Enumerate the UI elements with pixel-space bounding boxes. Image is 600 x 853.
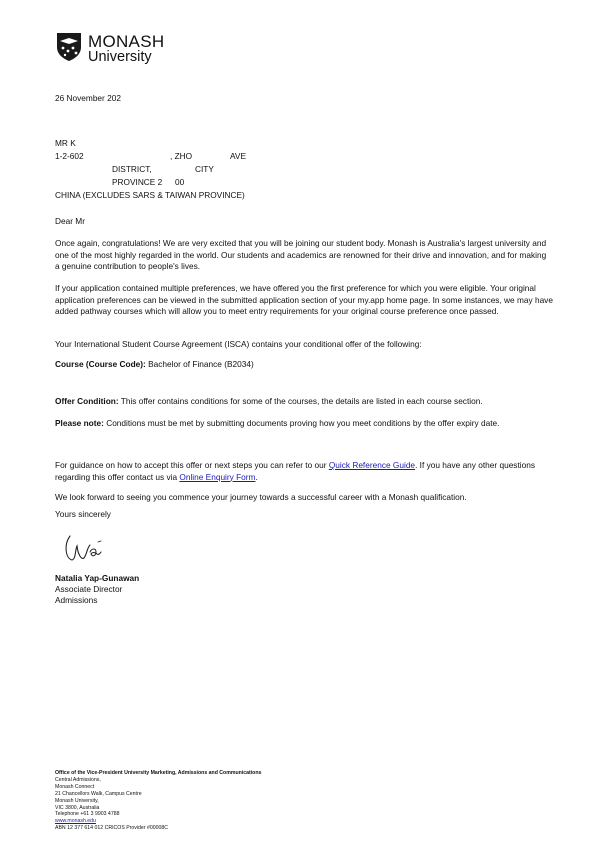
online-enquiry-form-link[interactable]: Online Enquiry Form xyxy=(179,471,256,482)
salutation: Dear Mr xyxy=(55,216,85,226)
footer-line: Monash Connect xyxy=(55,783,95,790)
offer-condition xyxy=(55,396,565,408)
address-line-2c: AVE xyxy=(230,151,246,161)
address-line-2a: 1-2-602 xyxy=(55,151,84,161)
monash-crest-icon xyxy=(56,32,82,62)
paragraph-guidance xyxy=(55,460,560,483)
footer-line: 21 Chancellors Walk, Campus Centre xyxy=(55,790,142,797)
signature-image xyxy=(60,528,110,566)
logo-name: MONASH xyxy=(88,32,165,51)
address-line-3b: CITY xyxy=(195,164,214,174)
offer-condition-text: This offer contains conditions for some of the courses, the details are listed in each course section. xyxy=(120,396,483,406)
closing: Yours sincerely xyxy=(55,509,111,519)
address-line-2b: , ZHO xyxy=(170,151,193,161)
address-line-4a: PROVINCE 2 xyxy=(112,177,163,187)
footer-line: Central Admissions, xyxy=(55,776,101,783)
guidance-text-c: . xyxy=(255,471,258,482)
footer-line: ABN 12 377 614 012 CRICOS Provider #00008C xyxy=(55,825,169,832)
footer-address xyxy=(55,770,261,832)
offer-condition-label: Offer Condition: xyxy=(55,396,119,406)
signatory-name: Natalia Yap-Gunawan xyxy=(55,573,140,583)
paragraph-isca: Your International Student Course Agreement (ISCA) contains your conditional offer of the following: xyxy=(55,339,422,349)
please-note-label: Please note: xyxy=(55,418,104,428)
footer-line: Office of the Vice-President University Marketing, Admissions and Communications xyxy=(55,770,262,776)
course-label: Course (Course Code): xyxy=(55,359,146,369)
footer-line: Telephone +61 3 9903 4788 xyxy=(55,811,120,818)
please-note xyxy=(55,418,550,430)
footer-website-link[interactable]: www.monash.edu xyxy=(55,818,96,825)
address-line-3a: DISTRICT, xyxy=(112,164,152,174)
please-note-text: Conditions must be met by submitting documents proving how you meet conditions by the offer expiry date. xyxy=(106,418,500,428)
logo-sub: University xyxy=(88,49,152,65)
address-line-4b: 00 xyxy=(175,177,185,187)
guidance-text-a: For guidance on how to accept this offer or next steps you can refer to our xyxy=(55,460,327,470)
footer-line: Monash University, xyxy=(55,797,99,804)
address-line-5: CHINA (EXCLUDES SARS & TAIWAN PROVINCE) xyxy=(55,190,245,200)
monash-logo xyxy=(56,32,196,72)
quick-reference-guide-link[interactable]: Quick Reference Guide xyxy=(328,460,416,470)
address-line-1: MR K xyxy=(55,138,76,148)
signatory-title: Associate Director xyxy=(55,584,123,594)
letter-date: 26 November 202 xyxy=(55,93,121,103)
course-value: Bachelor of Finance (B2034) xyxy=(148,359,254,369)
course-line xyxy=(55,359,254,371)
signatory-dept: Admissions xyxy=(55,595,98,605)
footer-line: VIC 3800, Australia xyxy=(55,804,100,811)
paragraph-preferences: If your application contained multiple preferences, we have offered you the first preference for which you were eligible. Your original application preferences can be viewed in the submitted application section of your my.app home page. In some instances, we may have added pathway courses which will allow you to meet entry requirements for your original course preference once passed. xyxy=(55,283,553,316)
paragraph-look-forward: We look forward to seeing you commence your journey towards a successful career with a Monash qualification. xyxy=(55,492,467,502)
paragraph-intro: Once again, congratulations! We are very excited that you will be joining our student body. Monash is Australia's largest university and one of the most highly regarded in the world. Our students and academics are renowned for their drive and innovation, and for making a genuine contribution to people's lives. xyxy=(55,238,547,271)
guidance-text-b: . If you have any other questions regarding this offer contact us via xyxy=(55,460,535,482)
